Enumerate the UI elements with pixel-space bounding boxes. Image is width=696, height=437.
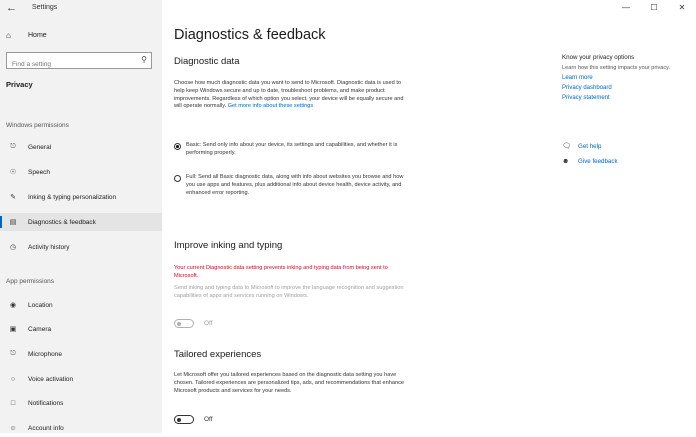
inking-toggle-label: Off [204, 320, 213, 327]
notifications-icon: □ [10, 399, 16, 407]
basic-radio[interactable] [174, 143, 181, 150]
feedback-icon: ☻ [562, 158, 570, 165]
speech-icon: ☉ [9, 169, 17, 176]
sidebar-item-notifications[interactable] [0, 394, 162, 412]
privacy-statement-link[interactable]: Privacy statement [562, 94, 610, 101]
window-controls [612, 0, 696, 16]
tailored-description: Let Microsoft offer you tailored experiences based on the diagnostic data setting you have chosen. Tailored experiences are personalized tips, ads, and recommendations that enhance Microsoft products and services for your needs. [174, 372, 405, 394]
sidebar-item-activity-history[interactable] [0, 238, 162, 256]
toggle-knob [177, 418, 181, 422]
diagnostic-data-text: Choose how much diagnostic data you want to send to Microsoft. Diagnostic data is used to help keep Windows secure and up to date, troubleshoot problems, and make product improvements. Regardless of which option you select, your device will be equally secure and will operate normally. [174, 80, 404, 110]
account-info-icon: ☺ [9, 424, 17, 432]
sidebar-item-label: Inking & typing personalization [28, 193, 117, 201]
privacy-options-heading: Know your privacy options [562, 54, 635, 61]
sidebar [0, 0, 162, 433]
sidebar-item-label: Camera [28, 325, 52, 333]
sidebar-item-camera[interactable] [0, 320, 162, 338]
page-title: Diagnostics & feedback [174, 27, 326, 43]
give-feedback-link[interactable] [562, 158, 618, 165]
toggle-knob [177, 322, 181, 326]
microphone-icon: ⎋ [10, 350, 16, 357]
full-radio[interactable] [174, 175, 181, 182]
close-icon[interactable]: ✕ [678, 3, 686, 12]
home-nav[interactable] [6, 31, 47, 40]
location-icon: ◉ [9, 302, 17, 309]
sidebar-item-label: Account info [28, 424, 64, 432]
get-help-link[interactable] [562, 142, 601, 150]
inking-heading: Improve inking and typing [174, 240, 283, 251]
sidebar-item-speech[interactable] [0, 163, 162, 181]
search-icon[interactable]: ⚲ [141, 55, 147, 64]
full-option-label: Full: Send all Basic diagnostic data, along with info about websites you browse and how you use apps and features, plus additional info about device health, device activity, and enhanced error reporting. [186, 174, 404, 196]
app-title: Settings [32, 4, 58, 11]
help-chat-icon: 🗨 [562, 143, 571, 150]
windows-permissions-label: Windows permissions [6, 122, 69, 129]
home-label: Home [28, 32, 47, 39]
full-option[interactable] [174, 174, 409, 197]
privacy-dashboard-link[interactable]: Privacy dashboard [562, 84, 612, 91]
search-input[interactable] [7, 57, 132, 72]
sidebar-item-label: Diagnostics & feedback [28, 218, 96, 226]
sidebar-item-label: General [28, 143, 52, 151]
inking-toggle[interactable] [174, 319, 194, 328]
give-feedback-label: Give feedback [578, 158, 618, 165]
sidebar-item-voice-activation[interactable] [0, 370, 162, 388]
voice-activation-icon: ○ [10, 375, 16, 383]
minimize-icon[interactable]: — [622, 3, 630, 12]
sidebar-item-diagnostics[interactable] [0, 213, 162, 231]
diagnostics-icon: ▤ [9, 219, 17, 226]
app-permissions-label: App permissions [6, 278, 55, 285]
sidebar-item-label: Speech [28, 168, 51, 176]
privacy-options-text: Learn how this setting impacts your privacy. [562, 65, 671, 71]
sidebar-item-label: Location [28, 301, 53, 309]
learn-more-link[interactable]: Learn more [562, 74, 593, 81]
sidebar-item-inking[interactable] [0, 188, 162, 206]
tailored-heading: Tailored experiences [174, 349, 262, 360]
home-icon: ⌂ [6, 31, 11, 40]
get-help-label: Get help [578, 142, 602, 150]
sidebar-item-label: Activity history [28, 243, 70, 251]
activity-history-icon: ◷ [9, 244, 17, 251]
inking-icon: ✎ [10, 194, 16, 201]
sidebar-item-label: Voice activation [28, 375, 74, 383]
main-content [162, 0, 696, 433]
privacy-options-panel [562, 54, 692, 103]
lock-icon: ⎋ [10, 143, 16, 150]
tailored-toggle[interactable] [174, 415, 194, 424]
search-box[interactable] [6, 52, 152, 69]
inking-description: Send inking and typing data to Microsoft to improve the language recognition and suggestion capabilities of apps and services running on Windows. [174, 285, 404, 299]
basic-option[interactable] [174, 142, 409, 158]
tailored-toggle-label: Off [204, 416, 213, 423]
sidebar-item-general[interactable] [0, 138, 162, 156]
back-arrow-icon[interactable]: ← [6, 2, 17, 14]
more-info-link[interactable]: Get more info about these settings [227, 103, 314, 110]
maximize-icon[interactable]: ☐ [650, 3, 658, 12]
title-bar [0, 0, 162, 18]
sidebar-item-location[interactable] [0, 296, 162, 314]
sidebar-item-account-info[interactable] [0, 419, 162, 437]
camera-icon: ▣ [9, 326, 17, 333]
sidebar-item-microphone[interactable] [0, 345, 162, 363]
section-title: Privacy [6, 80, 33, 89]
inking-warning: Your current Diagnostic data setting prevents inking and typing data from being sent to Microsoft. [174, 265, 388, 279]
basic-option-label: Basic: Send only info about your device, its settings and capabilities, and whether it is performing properly. [186, 142, 398, 156]
sidebar-item-label: Microphone [28, 350, 62, 358]
diagnostic-data-heading: Diagnostic data [174, 56, 240, 67]
diagnostic-data-description [174, 80, 406, 111]
sidebar-item-label: Notifications [28, 399, 64, 407]
